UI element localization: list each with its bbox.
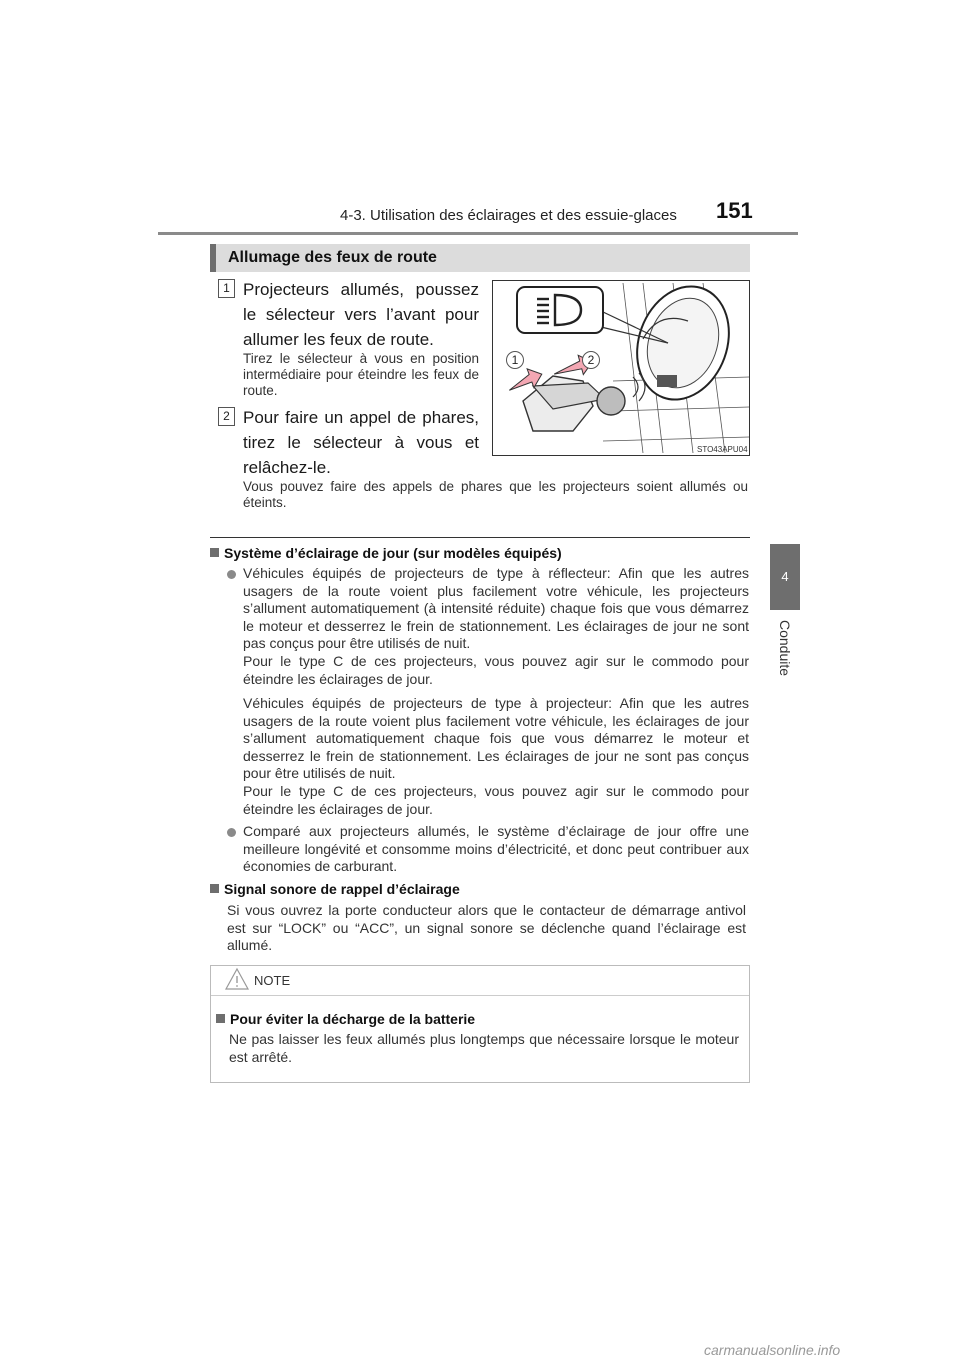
heading-square-icon (210, 548, 219, 557)
note-separator (211, 995, 749, 996)
lever-drawing (493, 281, 749, 455)
section-divider (210, 537, 750, 538)
bullet-comparison-text: Comparé aux projecteurs allumés, le système d’éclairage de jour offre une meilleure longévité et consomme moins d’électricité, et donc peut contribuer aux économies de carburant. (243, 823, 749, 874)
reminder-signal-heading: Signal sonore de rappel d’éclairage (210, 881, 460, 897)
daytime-lights-heading: Système d’éclairage de jour (sur modèles équipés) (210, 545, 562, 561)
bullet-projector-text: Véhicules équipés de projecteurs de type à projecteur: Afin que les autres usagers de la route voient plus facilement votre véhicule, les éclairages de jour s’allument automatiquement chaque fois que vous démarrez le moteur et desserrez le frein de stationnement. Les éclairages de jour ne sont pas conçus pour être utilisés de nuit. (243, 695, 749, 781)
bullet-projector-extra: Pour le type C de ces projecteurs, vous pouvez agir sur le commodo pour éteindre les éclairages de jour. (243, 783, 749, 817)
bullet-reflector-text: Véhicules équipés de projecteurs de type à réflecteur: Afin que les autres usagers de la route voient plus facilement votre véhicule, les projecteurs s’allument automatiquement (à intensité réduite) chaque fois que vous démarrez le moteur et desserrez le frein de stationnement. Les éclairages de jour ne sont pas conçus pour être utilisés de nuit. (243, 565, 749, 651)
callout-2: 2 (582, 351, 600, 369)
warning-triangle-icon (224, 967, 250, 991)
note-label: NOTE (254, 973, 291, 988)
note-heading: Pour éviter la décharge de la batterie (216, 1011, 475, 1027)
callout-1: 1 (506, 351, 524, 369)
headlight-lever-illustration (492, 280, 750, 456)
chapter-label: Conduite (777, 620, 793, 677)
bullet-reflector-extra: Pour le type C de ces projecteurs, vous pouvez agir sur le commodo pour éteindre les éclairages de jour. (243, 653, 749, 687)
step-2-number: 2 (218, 407, 235, 426)
step-1-number: 1 (218, 279, 235, 298)
heading-square-icon (210, 884, 219, 893)
running-header: 4-3. Utilisation des éclairages et des essuie-glaces (340, 207, 677, 224)
step-1-text: Projecteurs allumés, poussez le sélecteur vers l’avant pour allumer les feux de route. (243, 280, 479, 349)
bullet-icon (227, 828, 236, 837)
step-2-text: Pour faire un appel de phares, tirez le sélecteur à vous et relâchez-le. (243, 408, 479, 477)
note-body: Ne pas laisser les feux allumés plus longtemps que nécessaire lorsque le moteur est arrêté. (229, 1031, 739, 1065)
illustration-code: STO43APU04 (697, 445, 748, 454)
reminder-signal-body: Si vous ouvrez la porte conducteur alors que le contacteur de démarrage antivol est sur “LOCK” ou “ACC”, un signal sonore se déclenche quand l’éclairage est allumé. (227, 902, 746, 953)
heading-square-icon (216, 1014, 225, 1023)
high-beam-indicator-icon (517, 287, 603, 333)
chapter-tab[interactable]: 4 (770, 544, 800, 610)
page-number: 151 (716, 198, 753, 223)
header-rule (158, 232, 798, 235)
step-1-note: Tirez le sélecteur à vous en position intermédiaire pour éteindre les feux de route. (243, 351, 479, 398)
watermark: carmanualsonline.info (704, 1342, 841, 1358)
step-2-note: Vous pouvez faire des appels de phares que les projecteurs soient allumés ou éteints. (243, 479, 748, 510)
section-title: Allumage des feux de route (228, 249, 437, 266)
section-title-bar (210, 244, 750, 272)
bullet-icon (227, 570, 236, 579)
